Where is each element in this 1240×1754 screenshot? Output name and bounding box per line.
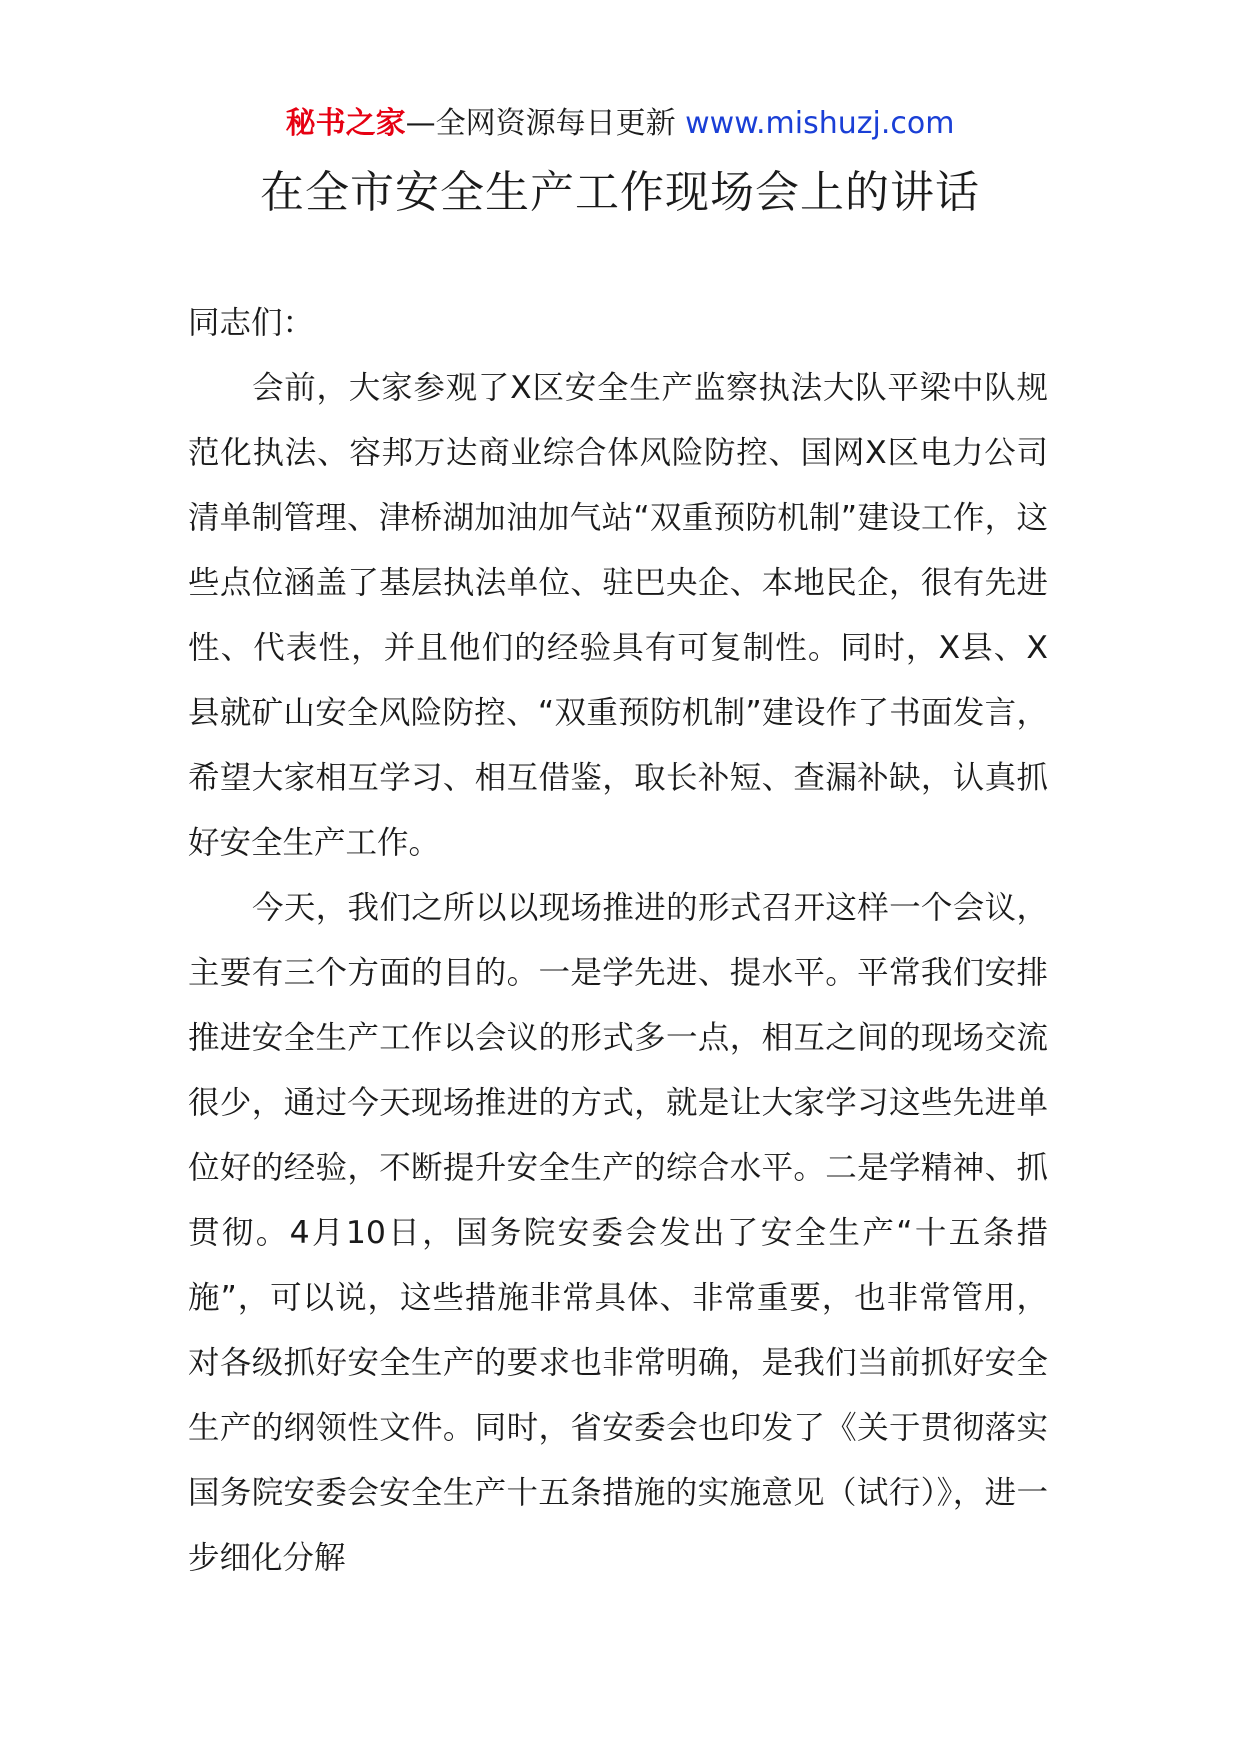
banner-tagline: —全网资源每日更新 [405, 106, 676, 141]
document-body [188, 291, 1048, 1591]
paragraph: 今天，我们之所以以现场推进的形式召开这样一个会议，主要有三个方面的目的。一是学先进、提水平。平常我们安排推进安全生产工作以会议的形式多一点，相互之间的现场交流很少，通过今天现场推进的方式，就是让大家学习这些先进单位好的经验，不断提升安全生产的综合水平。二是学精神、抓贯彻。4月10日，国务院安委会发出了安全生产“十五条措施”，可以说，这些措施非常具体、非常重要，也非常管用，对各级抓好安全生产的要求也非常明确，是我们当前抓好安全生产的纲领性文件。同时，省安委会也印发了《关于贯彻落实国务院安委会安全生产十五条措施的实施意见（试行）》，进一步细化分解 [188, 890, 1048, 1576]
document-title: 在全市安全生产工作现场会上的讲话 [260, 167, 980, 218]
salutation: 同志们： [188, 305, 315, 341]
site-banner [0, 102, 1240, 146]
brand-name: 秘书之家 [285, 106, 406, 141]
paragraph: 会前，大家参观了X区安全生产监察执法大队平梁中队规范化执法、容邦万达商业综合体风险防控、国网X区电力公司清单制管理、津桥湖加油加气站“双重预防机制”建设工作，这些点位涵盖了基层执法单位、驻巴央企、本地民企，很有先进性、代表性，并且他们的经验具有可复制性。同时，X县、X县就矿山安全风险防控、“双重预防机制”建设作了书面发言，希望大家相互学习、相互借鉴，取长补短、查漏补缺，认真抓好安全生产工作。 [188, 370, 1048, 861]
site-url-link[interactable]: www.mishuzj.com [685, 106, 955, 141]
